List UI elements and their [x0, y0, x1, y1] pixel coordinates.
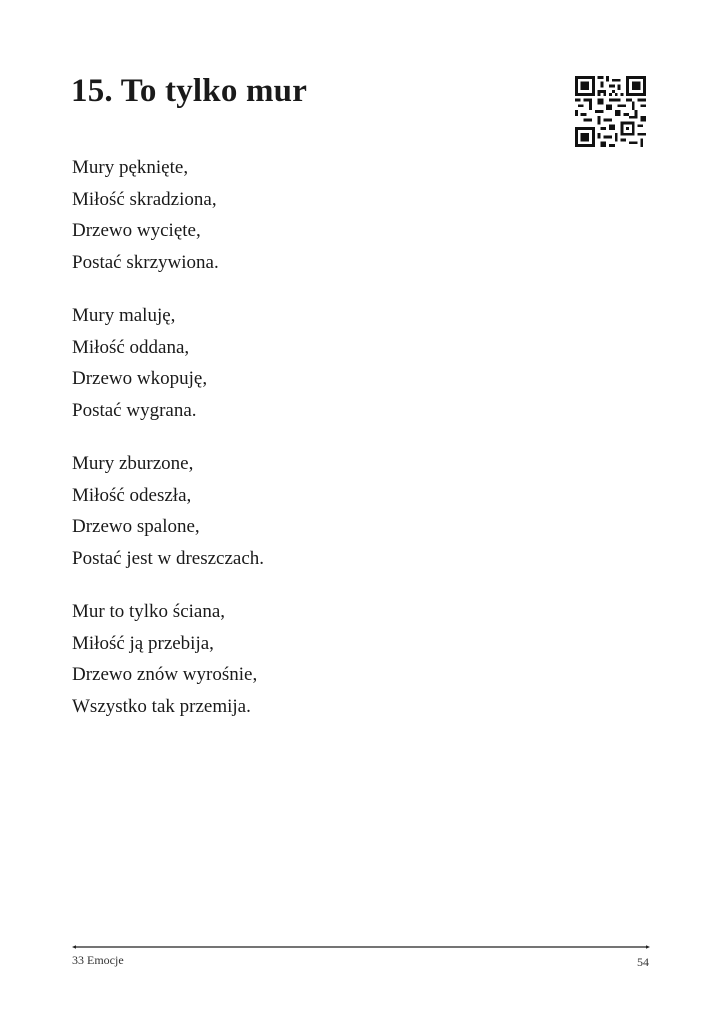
poem-line: Mury pęknięte, — [72, 157, 189, 178]
poem-line: Mury zburzone, — [72, 453, 194, 474]
qr-code-icon — [575, 76, 646, 147]
page-number: 54 — [637, 955, 649, 969]
poem-line: Postać skrzywiona. — [72, 251, 219, 273]
stanza — [72, 596, 572, 722]
poem-line: Drzewo wycięte, — [72, 220, 201, 241]
stanza — [72, 300, 572, 426]
poem-line: Miłość odeszła, — [72, 484, 192, 506]
poem-line: Mur to tylko ściana, — [72, 601, 226, 622]
poem-line: Postać jest w dreszczach. — [72, 547, 265, 569]
poem-line: Drzewo spalone, — [72, 516, 200, 537]
poem-line: Miłość skradziona, — [72, 188, 217, 210]
poem-line: Drzewo wkopuję, — [72, 368, 208, 389]
stanza — [72, 448, 572, 574]
poem-title: 15. To tylko mur — [71, 73, 308, 109]
poem-body — [72, 152, 572, 744]
stanza — [72, 152, 572, 278]
poem-line: Miłość oddana, — [72, 336, 190, 358]
poem-line: Postać wygrana. — [72, 399, 197, 421]
footer-book-title: 33 Emocje — [72, 953, 124, 967]
poem-line: Miłość ją przebija, — [72, 632, 214, 654]
poem-line: Mury maluję, — [72, 305, 176, 326]
poem-line: Wszystko tak przemija. — [72, 695, 251, 717]
poem-line: Drzewo znów wyrośnie, — [72, 664, 258, 685]
footer-divider — [72, 944, 650, 950]
